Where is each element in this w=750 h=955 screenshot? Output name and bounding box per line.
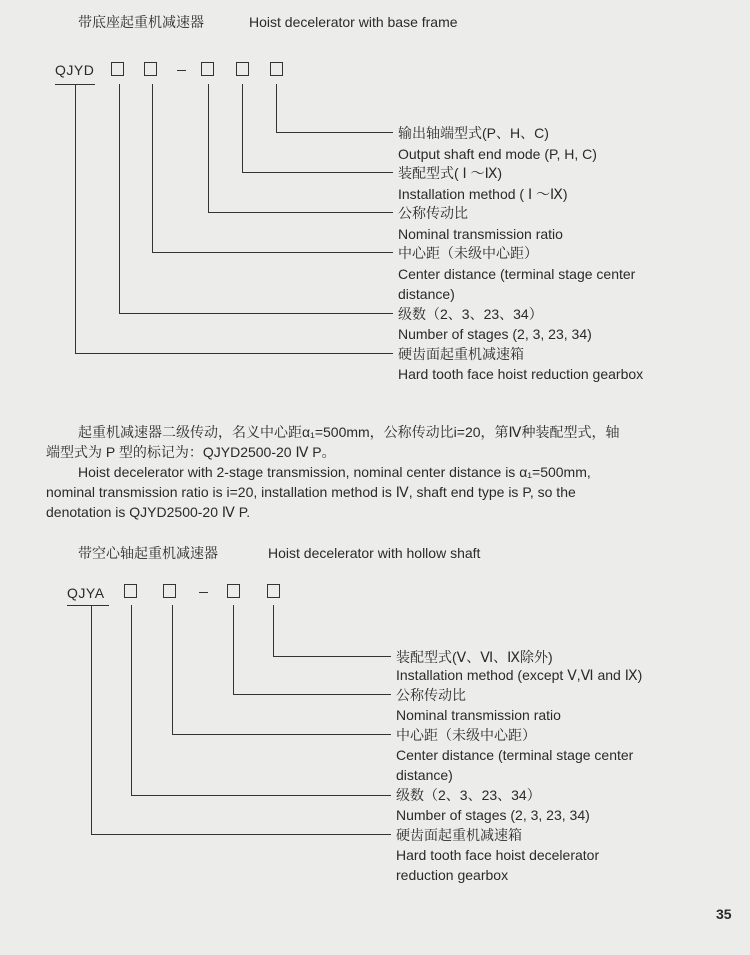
leader-line xyxy=(276,132,393,133)
leader-line xyxy=(131,795,391,796)
label-en: Output shaft end mode (P, H, C) xyxy=(398,146,597,162)
page-number: 35 xyxy=(716,906,732,922)
code-box-center-distance xyxy=(144,62,157,76)
code-box-shaft-end xyxy=(270,62,283,76)
leader-line xyxy=(242,84,243,172)
label-cn: 装配型式( Ⅰ ～Ⅸ) xyxy=(398,165,503,181)
label-cn: 硬齿面起重机减速箱 xyxy=(396,827,522,843)
label-en-cont: reduction gearbox xyxy=(396,867,509,883)
leader-line xyxy=(172,734,391,735)
leader-line xyxy=(233,605,234,694)
section1-title-cn: 带底座起重机减速器 xyxy=(78,14,204,30)
leader-line xyxy=(119,313,393,314)
leader-line xyxy=(152,84,153,252)
label-cn: 中心距（未级中心距） xyxy=(396,727,536,743)
label-cn: 输出轴端型式(P、H、C) xyxy=(398,125,549,141)
leader-line xyxy=(273,656,391,657)
label-en: Installation method ( Ⅰ ～Ⅸ) xyxy=(398,186,568,202)
leader-line xyxy=(75,353,393,354)
section1-title-en: Hoist decelerator with base frame xyxy=(249,14,458,30)
leader-line xyxy=(208,212,393,213)
label-en: Center distance (terminal stage center xyxy=(398,266,636,282)
example-en-line2: nominal transmission ratio is i=20, installation method is Ⅳ, shaft end type is P, so the xyxy=(46,484,576,500)
code-box-stages xyxy=(111,62,124,76)
code-box-installation xyxy=(236,62,249,76)
code-box-installation xyxy=(267,584,280,598)
label-cn: 级数（2、3、23、34） xyxy=(396,787,541,803)
label-cn: 中心距（未级中心距） xyxy=(398,245,538,261)
label-en-cont: distance) xyxy=(398,286,455,302)
label-en-cont: distance) xyxy=(396,767,453,783)
leader-line xyxy=(119,84,120,313)
label-en: Nominal transmission ratio xyxy=(396,707,561,723)
leader-line xyxy=(172,605,173,734)
leader-line xyxy=(273,605,274,656)
label-en: Number of stages (2, 3, 23, 34) xyxy=(396,807,590,823)
example-cn-line1: 起重机减速器二级传动，名义中心距α₁=500mm，公称传动比i=20，第Ⅳ种装配型式，轴 xyxy=(78,424,620,440)
example-en-line3: denotation is QJYD2500-20 Ⅳ P. xyxy=(46,504,251,520)
code-box-ratio xyxy=(201,62,214,76)
leader-line xyxy=(276,84,277,132)
section1-model-code: QJYD xyxy=(55,62,95,78)
code-box-stages xyxy=(124,584,137,598)
leader-line xyxy=(152,252,393,253)
example-en-line1: Hoist decelerator with 2-stage transmission, nominal center distance is α₁=500mm, xyxy=(78,464,591,480)
label-cn: 装配型式(Ⅴ、Ⅵ、Ⅸ除外) xyxy=(396,649,553,665)
label-en: Installation method (except Ⅴ,Ⅵ and Ⅸ) xyxy=(396,667,643,683)
label-cn: 公称传动比 xyxy=(398,205,468,221)
leader-line xyxy=(242,172,393,173)
section2-title-cn: 带空心轴起重机减速器 xyxy=(78,545,218,561)
label-cn: 级数（2、3、23、34） xyxy=(398,306,543,322)
label-cn: 硬齿面起重机减速箱 xyxy=(398,346,524,362)
leader-line xyxy=(208,84,209,212)
section2-model-code: QJYA xyxy=(67,585,105,601)
label-en: Number of stages (2, 3, 23, 34) xyxy=(398,326,592,342)
example-cn-line2: 端型式为 P 型的标记为：QJYD2500-20 Ⅳ P。 xyxy=(46,444,336,460)
label-en: Hard tooth face hoist decelerator xyxy=(396,847,600,863)
code-box-center-distance xyxy=(163,584,176,598)
leader-line xyxy=(131,605,132,795)
leader-line xyxy=(91,605,92,834)
section2-title-en: Hoist decelerator with hollow shaft xyxy=(268,545,481,561)
leader-line xyxy=(75,84,76,353)
code-dash xyxy=(177,70,186,71)
code-box-ratio xyxy=(227,584,240,598)
label-en: Nominal transmission ratio xyxy=(398,226,563,242)
leader-line xyxy=(233,694,391,695)
leader-line xyxy=(91,834,391,835)
label-en: Hard tooth face hoist reduction gearbox xyxy=(398,366,644,382)
code-dash xyxy=(199,592,208,593)
code-underline xyxy=(67,605,109,606)
label-cn: 公称传动比 xyxy=(396,687,466,703)
label-en: Center distance (terminal stage center xyxy=(396,747,634,763)
